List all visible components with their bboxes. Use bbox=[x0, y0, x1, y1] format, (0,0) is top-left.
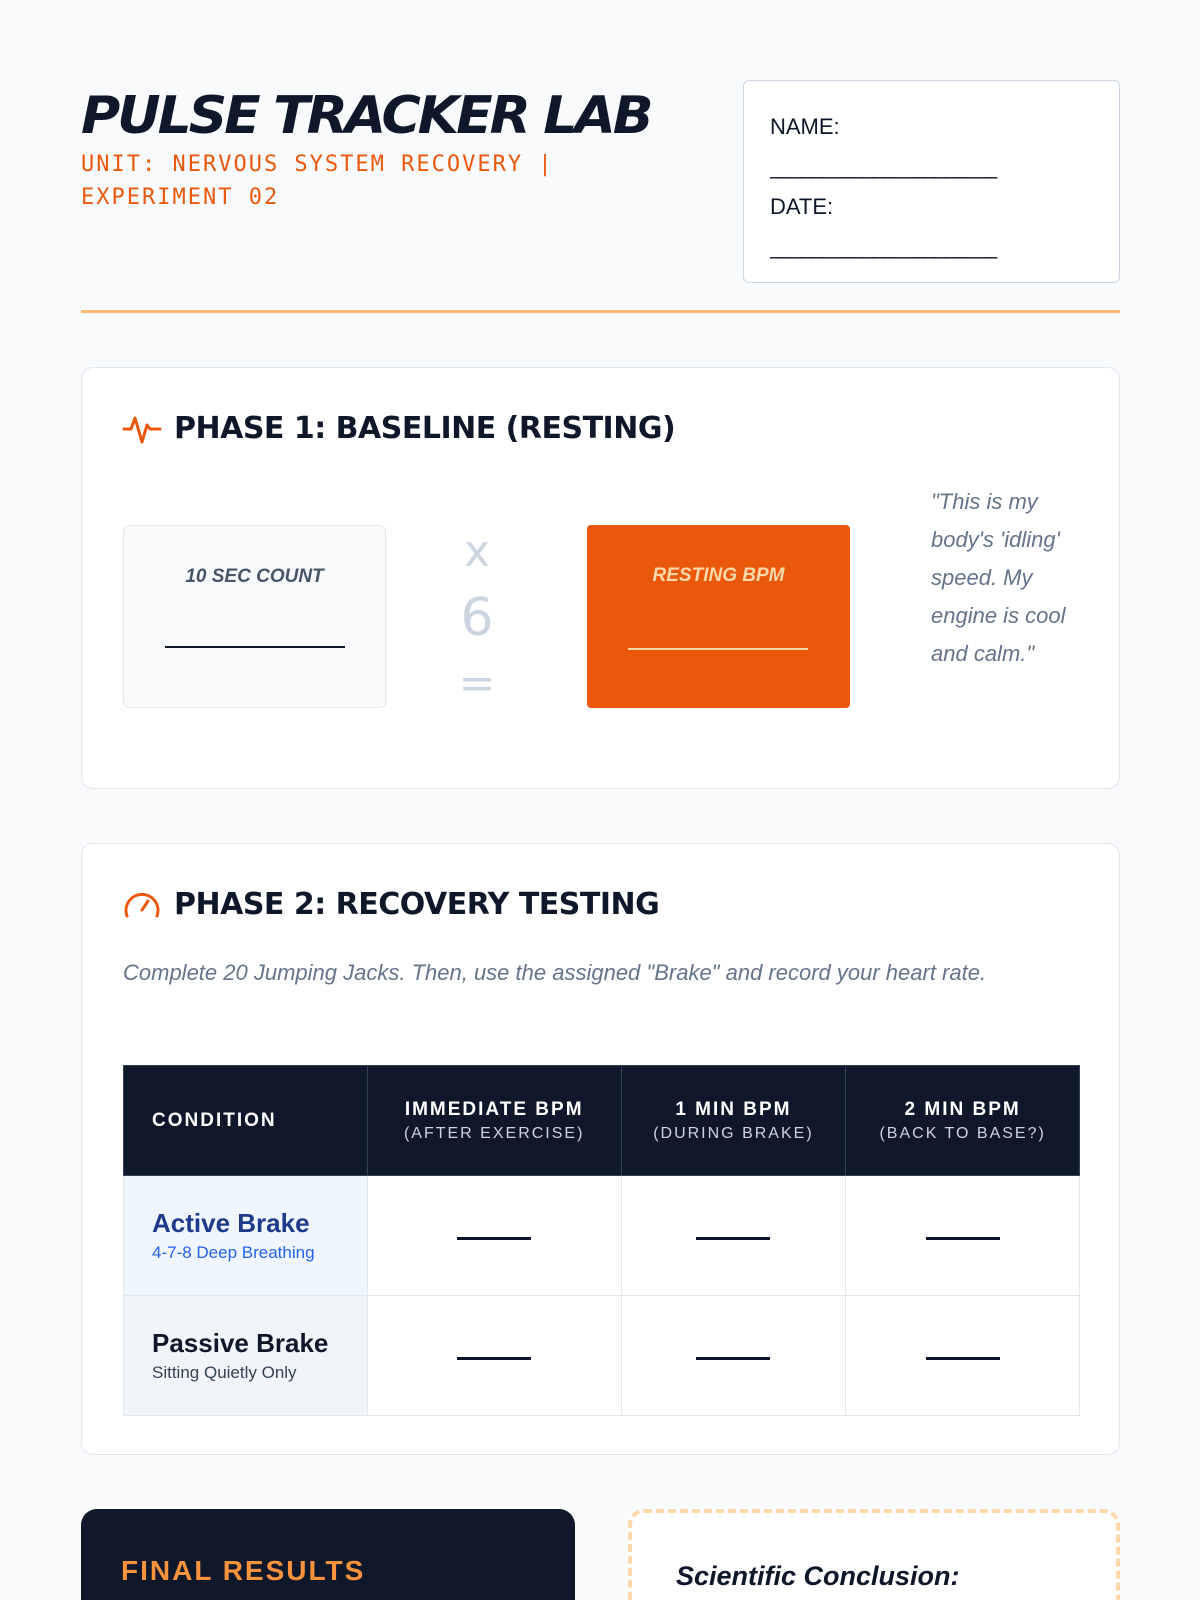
phase2-instructions: Complete 20 Jumping Jacks. Then, use the assigned "Brake" and record your heart rate. bbox=[123, 960, 987, 985]
two-min-bpm-cell[interactable] bbox=[846, 1296, 1080, 1416]
answer-blank[interactable] bbox=[696, 1237, 770, 1240]
idling-quote: "This is my body's 'idling' speed. My engine is cool and calm." bbox=[931, 489, 1066, 666]
page-title: PULSE TRACKER LAB bbox=[81, 86, 651, 146]
column-header-immediate bbox=[367, 1066, 621, 1176]
condition-cell bbox=[124, 1296, 368, 1416]
phase1-title: PHASE 1: BASELINE (RESTING) bbox=[174, 410, 676, 446]
column-header-label: CONDITION bbox=[152, 1109, 277, 1131]
answer-blank[interactable] bbox=[926, 1357, 1000, 1360]
header-divider bbox=[81, 310, 1120, 313]
student-info-box bbox=[743, 80, 1120, 283]
phase2-heading bbox=[122, 884, 659, 924]
phase2-title: PHASE 2: RECOVERY TESTING bbox=[174, 886, 660, 922]
table-row bbox=[124, 1296, 1080, 1416]
worksheet-header bbox=[81, 80, 1120, 312]
condition-description: Sitting Quietly Only bbox=[152, 1362, 297, 1382]
condition-description: 4-7-8 Deep Breathing bbox=[152, 1242, 315, 1262]
one-min-bpm-cell[interactable] bbox=[621, 1176, 846, 1296]
final-results-title: FINAL RESULTS bbox=[121, 1555, 366, 1586]
equals-sign: = bbox=[458, 658, 496, 709]
conclusion-panel[interactable] bbox=[628, 1509, 1120, 1600]
answer-blank[interactable] bbox=[457, 1237, 531, 1240]
immediate-bpm-cell[interactable] bbox=[367, 1296, 621, 1416]
name-label: NAME: bbox=[770, 114, 840, 139]
ten-sec-count-blank[interactable] bbox=[165, 646, 345, 648]
table-header-row bbox=[124, 1066, 1080, 1176]
condition-cell bbox=[124, 1176, 368, 1296]
conclusion-title: Scientific Conclusion: bbox=[676, 1561, 960, 1591]
page-subtitle: UNIT: NERVOUS SYSTEM RECOVERY | EXPERIMENT 02 bbox=[81, 152, 554, 210]
ten-sec-count-box[interactable] bbox=[123, 525, 386, 708]
resting-bpm-blank[interactable] bbox=[628, 648, 808, 650]
final-results-panel bbox=[81, 1509, 575, 1600]
name-field[interactable]: ______________________ bbox=[770, 154, 996, 179]
resting-bpm-box[interactable] bbox=[587, 525, 850, 708]
column-header-sub: (DURING BRAKE) bbox=[653, 1124, 814, 1142]
column-header-label: 1 MIN BPM bbox=[675, 1098, 792, 1120]
gauge-icon bbox=[122, 884, 162, 924]
recovery-table bbox=[123, 1065, 1080, 1416]
multiply-sign: x bbox=[463, 526, 491, 577]
phase1-heading bbox=[122, 408, 675, 448]
table-row bbox=[124, 1176, 1080, 1296]
phase2-card bbox=[81, 843, 1120, 1455]
answer-blank[interactable] bbox=[926, 1237, 1000, 1240]
resting-bpm-label: RESTING BPM bbox=[652, 565, 785, 586]
column-header-condition bbox=[124, 1066, 368, 1176]
answer-blank[interactable] bbox=[696, 1357, 770, 1360]
condition-name: Active Brake bbox=[152, 1207, 310, 1238]
condition-name: Passive Brake bbox=[152, 1327, 329, 1358]
date-label: DATE: bbox=[770, 194, 834, 219]
heartbeat-icon bbox=[122, 408, 162, 448]
answer-blank[interactable] bbox=[457, 1357, 531, 1360]
phase1-card bbox=[81, 367, 1120, 789]
column-header-label: 2 MIN BPM bbox=[904, 1098, 1021, 1120]
multiplier-value: 6 bbox=[460, 588, 494, 648]
column-header-sub: (AFTER EXERCISE) bbox=[403, 1124, 585, 1142]
column-header-2min bbox=[846, 1066, 1080, 1176]
one-min-bpm-cell[interactable] bbox=[621, 1296, 846, 1416]
column-header-sub: (BACK TO BASE?) bbox=[879, 1124, 1046, 1142]
column-header-1min bbox=[621, 1066, 846, 1176]
ten-sec-count-label: 10 SEC COUNT bbox=[185, 566, 324, 587]
date-field[interactable]: ______________________ bbox=[770, 234, 996, 259]
two-min-bpm-cell[interactable] bbox=[846, 1176, 1080, 1296]
immediate-bpm-cell[interactable] bbox=[367, 1176, 621, 1296]
column-header-label: IMMEDIATE BPM bbox=[404, 1098, 584, 1120]
